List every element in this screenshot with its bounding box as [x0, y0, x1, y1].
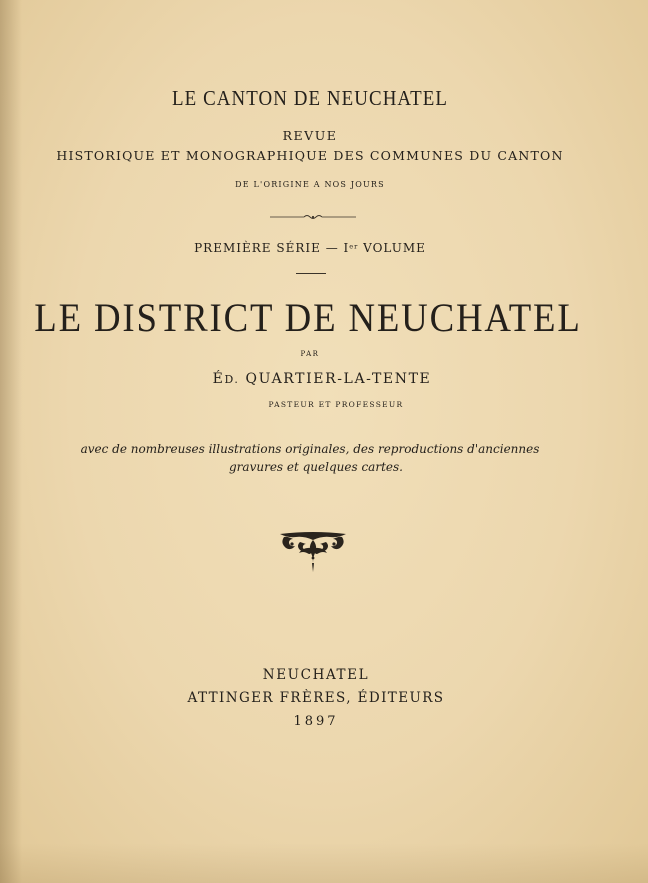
bottom-shadow	[0, 843, 648, 883]
volume-series-superscript: er	[349, 242, 359, 251]
series-subtitle: HISTORIQUE ET MONOGRAPHIQUE DES COMMUNES DU CANTON	[56, 148, 564, 163]
imprint-publisher: ATTINGER FRÈRES, ÉDITEURS	[187, 690, 445, 706]
volume-series-suffix: VOLUME	[358, 241, 426, 255]
origin-line: DE L'ORIGINE A NOS JOURS	[235, 180, 385, 189]
description-line-2: gravures et quelques cartes.	[229, 460, 403, 474]
page-title: LE DISTRICT DE NEUCHATEL	[34, 295, 582, 340]
author-name	[12, 371, 632, 387]
volume-series	[0, 241, 620, 255]
author-surname: QUARTIER-LA-TENTE	[239, 371, 432, 387]
description-line-1: avec de nombreuses illustrations originales, des reproductions d'anciennes	[80, 442, 540, 456]
fleur-de-lis-fleuron	[278, 528, 348, 574]
author-initial-rest: D.	[224, 373, 240, 386]
short-rule	[296, 273, 326, 274]
par-label: PAR	[300, 350, 320, 358]
imprint-year: 1897	[293, 714, 339, 729]
series-title: LE CANTON DE NEUCHATEL	[172, 86, 448, 110]
author-initial: É	[212, 371, 225, 387]
volume-series-prefix: PREMIÈRE SÉRIE — I	[194, 241, 350, 255]
revue-label: REVUE	[282, 128, 338, 143]
imprint-city: NEUCHATEL	[262, 667, 370, 683]
author-role: PASTEUR ET PROFESSEUR	[268, 400, 404, 409]
scroll-divider-ornament	[270, 214, 356, 220]
